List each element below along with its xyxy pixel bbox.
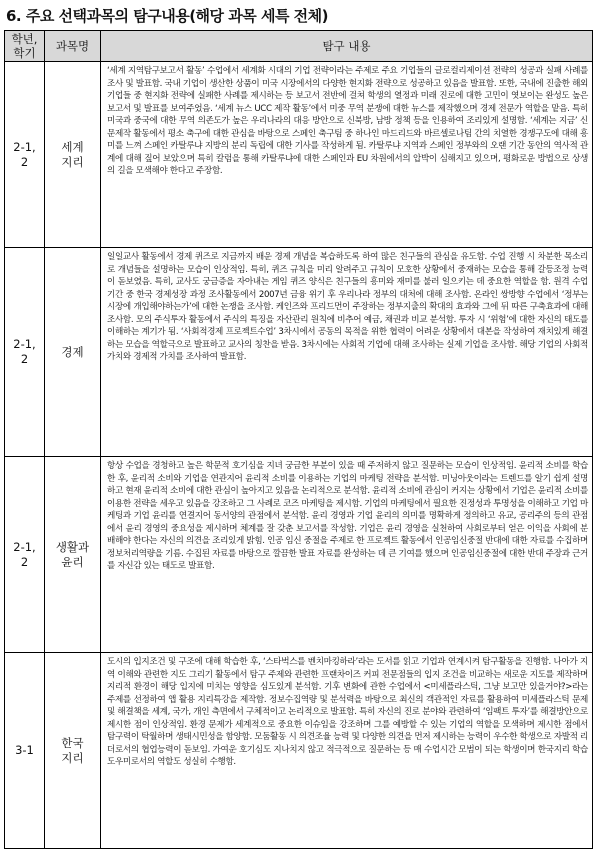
inquiry-table [4, 30, 593, 849]
cell-year: 3-1 [5, 653, 45, 849]
table-row [5, 653, 593, 849]
cell-year: 2-1, 2 [5, 62, 45, 248]
header-year: 학년, 학기 [5, 31, 45, 62]
cell-content: 항상 수업을 경청하고 높은 학문적 호기심을 지녀 궁금한 부분이 있을 때 주저하지 않고 질문하는 모습이 인상적임. 윤리적 소비를 학습한 후, 윤리적 소비와 기업을 연관지어 윤리적 소비를 이용하는 기업의 마케팅 전략을 분석함. 미닝아웃이라는 트렌드를 알기 쉽게 설명하고 현재 윤리적 소비에 대한 관심이 높아지고 있음을 논리적으로 분석함. 윤리적 소비에 관심이 커지는 상황에서 기업은 윤리적 소비를 이용한 전략을 세우고 있음을 강조하고 그 사례로 코즈 마케팅을 제시함. 기업의 마케팅에서 필요한 진정성과 투명성을 이해하고 기업 마케팅과 기업 윤리를 연결지어 동서양의 관점에서 분석함. 윤리 경영과 기업 윤리의 의미를 명확하게 정의하고 유교, 공리주의 등의 관점에서 윤리 경영의 중요성을 제시하며 체계를 잘 갖춘 보고서를 작성함. 기업은 윤리 경영을 실천하여 사회로부터 얻은 이익을 사회에 분배해야 한다는 자신의 의견을 조리있게 밝힘. 인공 임신 중절을 주제로 한 프로젝트 활동에서 인공임신중절 반대에 대한 자료를 수집하며 정보처리역량을 기름. 수집된 자료를 바탕으로 깔끔한 발표 자료를 완성하는 데 큰 기여를 했으며 인공임신중절에 대한 반대 주장과 근거를 자신감 있는 태도로 발표함. [101, 457, 593, 653]
table-header-row [5, 31, 593, 62]
cell-subject: 한국 지리 [45, 653, 101, 849]
cell-content: 도시의 입지조건 및 구조에 대해 학습한 후, ‘스타벅스를 벤치마킹하라’라는 도서를 읽고 기업과 연계시켜 탐구활동을 진행함. 나아가 지역 이해와 관련한 지도 그리기 활동에서 탐구 주제와 관련한 프랜차이즈 커피 전문점들의 입지 조건을 비교하는 새로운 지도를 제작하며 지리적 환경이 해당 입지에 미치는 영향을 심도있게 분석함. 기후 변화에 관한 수업에서 <미세플라스틱, 그냥 보고만 있을거야?>라는 주제를 선정하여 앱 활용 지리특강을 제작함. 정보수집역량 및 분석력을 바탕으로 최신의 객관적인 자료를 활용하여 미세플라스틱 문제 및 해결책을 세계, 국가, 개인 측면에서 구체적이고 논리적으로 발표함. 특히 자신의 진로 분야와 관련하여 ‘임팩트 투자’를 해결방안으로 제시한 점이 인상적임. 환경 문제가 세계적으로 중요한 이슈임을 강조하며 그를 예방할 수 있는 기업의 역할을 모색하며 제시한 점에서 탐구력이 탁월하며 생태시민성을 함양함. 모둠활동 시 의견조율 능력 및 다양한 의견을 먼저 제시하는 능력이 우수한 학생으로 자발적 리더로서의 협업능력이 돋보임. 가여운 호기심도 지나치지 않고 적극적으로 질문하는 등 매 수업시간 모범이 되는 학생이며 한국지리 학습도우미로서의 역할도 성실히 수행함. [101, 653, 593, 849]
header-content: 탐구 내용 [101, 31, 593, 62]
table-row [5, 457, 593, 653]
cell-year: 2-1, 2 [5, 248, 45, 457]
header-subject: 과목명 [45, 31, 101, 62]
cell-year: 2-1, 2 [5, 457, 45, 653]
table-row [5, 62, 593, 248]
section-title: 6. 주요 선택과목의 탐구내용(해당 과목 세특 전체) [6, 7, 328, 25]
table-row [5, 248, 593, 457]
cell-content: ‘세계 지역탐구보고서 활동’ 수업에서 세계화 시대의 기업 전략이라는 주제로 주요 기업들의 글로컬리제이션 전략의 성공과 실패 사례를 조사 및 발표함. 국내 기업이 생산한 상품이 미국 시장에서의 다양한 현지화 전략으로 성공하고 있음을 발표함. 또한, 국내에 진출한 해외 기업들 중 현지화 전략에 실패한 사례를 제시하는 등 보고서 전반에 걸쳐 학생의 열정과 미래 진로에 대한 고민이 엿보이는 완성도 높은 보고서 및 발표를 보여주었음. ‘세계 뉴스 UCC 제작 활동’에서 미중 무역 분쟁에 대한 뉴스를 제작했으며 경제 전문가 역할을 맡음. 특히 미국과 중국에 대한 무역 의존도가 높은 우리나라의 대응 방안으로 신북방, 남방 정책 등을 인용하여 조리있게 설명함. ‘세계는 지금’ 신문제작 활동에서 평소 축구에 대한 관심을 바탕으로 스페인 축구팀 중 하나인 마드리드와 바르셀로나팀 간의 치열한 경쟁구도에 대해 흥미를 느껴 스페인 카탈루냐 지방의 분리 독립에 대한 기사를 작성하게 됨. 카탈루냐 지역과 스페인 정부와의 오랜 기간 동안의 역사적 관계에 대해 짚어 보았으며 특히 칼럼을 통해 카탈루냐에 대한 스페인과 EU 차원에서의 압박이 심해지고 있으며, 평화로운 방법으로 상생의 길을 모색해야 한다고 주장함. [101, 62, 593, 248]
cell-content: 일일교사 활동에서 경제 퀴즈로 지금까지 배운 경제 개념을 복습하도록 하여 많은 친구들의 관심을 유도함. 수업 진행 시 차분한 목소리로 개념들을 설명하는 모습이 인상적임. 특히, 퀴즈 규칙을 미리 알려주고 규칙이 모호한 상황에서 중재하는 모습을 통해 갈등조정 능력이 돋보였음. 특히, 교사도 궁금증을 자아내는 게임 퀴즈 양식은 친구들의 흥미와 재미를 불러 일으키는 데 중요한 역할을 함. 원격 수업 기간 중 한국 경제성장 과정 조사활동에서 2007년 금융 위기 후 우리나라 정부의 대처에 대해 조사함. 온라인 쌍방향 수업에서 ‘정부는 시장에 개입해야하는가’에 대한 논쟁을 조사함. 케인즈와 프리드먼이 주장하는 정부지출의 확대의 효과와 그에 뒤 따른 구축효과에 대해 조사함. 모의 주식투자 활동에서 주식의 특징을 자산관리 원칙에 비추어 예금, 채권과 비교 분석함. 투자 시 ‘위험’에 대한 자신의 태도를 이해하는 계기가 됨. ‘사회적경제 프로젝트수업’ 3차시에서 공동의 목적을 위한 협력이 어려운 상황에서 대본을 작성하여 재치있게 해결하는 모습을 역할극으로 발표하고 교사의 칭찬을 받음. 3차시에는 사회적 기업에 대해 조사하는 실제 기업을 조사함. 해당 기업의 사회적 가치와 경제적 가치를 조사하여 발표함. [101, 248, 593, 457]
cell-subject: 세계 지리 [45, 62, 101, 248]
cell-subject: 경제 [45, 248, 101, 457]
cell-subject: 생활과 윤리 [45, 457, 101, 653]
